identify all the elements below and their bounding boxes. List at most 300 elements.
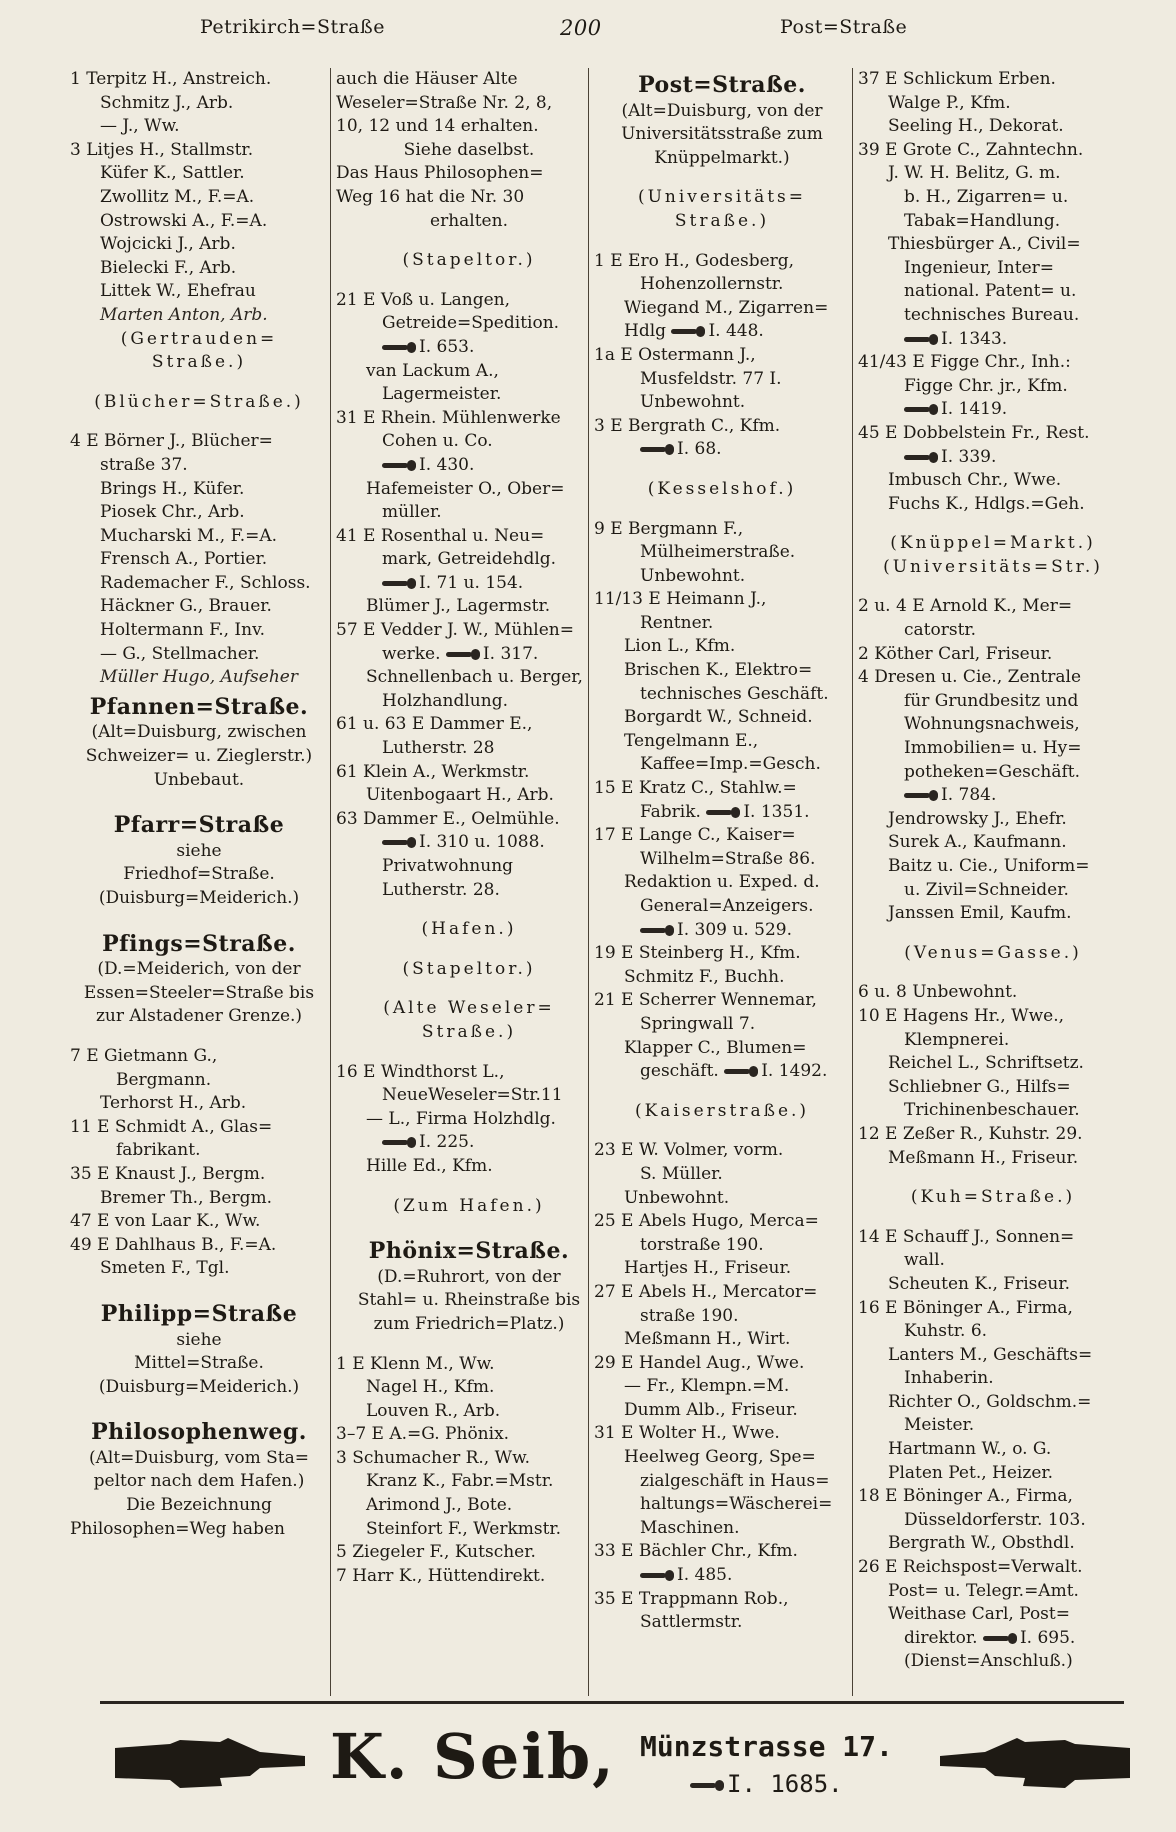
directory-entry: für Grundbesitz und [904, 690, 1079, 711]
directory-entry: Heelweg Georg, Spe= [624, 1447, 816, 1468]
directory-entry: Kranz K., Fabr.=Mstr. [366, 1471, 554, 1492]
directory-entry: (Duisburg=Meiderich.) [98, 1376, 300, 1397]
directory-entry: peltor nach dem Hafen.) [93, 1471, 305, 1492]
directory-entry: 29 E Handel Aug., Wwe. [594, 1352, 805, 1373]
directory-entry: fabrikant. [116, 1140, 201, 1161]
spacer [594, 234, 850, 250]
directory-entry: Rademacher F., Schloss. [100, 572, 311, 593]
directory-entry: 23 E W. Volmer, vorm. [594, 1140, 784, 1161]
directory-entry: Küfer K., Sattler. [100, 163, 245, 184]
directory-entry: 7 Harr K., Hüttendirekt. [336, 1565, 546, 1586]
directory-entry: b. H., Zigarren= u. [904, 186, 1069, 207]
directory-entry: Lion L., Kfm. [624, 636, 736, 657]
directory-entry: Brings H., Küfer. [100, 478, 245, 499]
directory-entry: 3 E Bergrath C., Kfm. [594, 415, 781, 436]
spacer [336, 1218, 602, 1234]
advertisement-footer [100, 1712, 1124, 1812]
column-4 [858, 68, 1128, 1698]
directory-entry: Wojcicki J., Arb. [100, 234, 236, 255]
directory-entry: (D.=Ruhrort, von der [377, 1266, 561, 1287]
spacer [336, 233, 602, 249]
telephone-icon [706, 807, 740, 818]
directory-entry: Inhaberin. [904, 1368, 994, 1389]
telephone-icon [904, 404, 938, 415]
directory-entry: Brischen K., Elektro= [624, 660, 813, 681]
directory-entry: — L., Firma Holzhdlg. [366, 1108, 556, 1129]
directory-entry: 5 Ziegeler F., Kutscher. [336, 1542, 536, 1563]
column-divider [852, 68, 853, 1696]
directory-entry: Springwall 7. [640, 1013, 756, 1034]
advertiser-address: Münzstrasse 17. [640, 1730, 893, 1763]
directory-entry: Musfeldstr. 77 I. [640, 368, 782, 389]
directory-entry: Piosek Chr., Arb. [100, 502, 245, 523]
directory-entry: 61 u. 63 E Dammer E., [336, 714, 533, 735]
directory-entry: 25 E Abels Hugo, Merca= [594, 1211, 819, 1232]
directory-entry: I. 310 u. 1088. [336, 831, 602, 855]
footer-rule [100, 1701, 1124, 1704]
directory-entry: Kaffee=Imp.=Gesch. [640, 754, 821, 775]
cross-street-label: (Kuh=Straße.) [910, 1187, 1076, 1208]
directory-entry: (Duisburg=Meiderich.) [98, 888, 300, 908]
directory-entry: 1 E Ero H., Godesberg, [594, 250, 795, 271]
directory-entry: Blümer J., Lagermstr. [366, 596, 551, 617]
spacer [336, 1179, 602, 1195]
directory-entry: I. 71 u. 154. [336, 572, 602, 596]
directory-entry: Meßmann H., Friseur. [888, 1147, 1079, 1168]
telephone-icon [671, 326, 705, 337]
directory-entry: Janssen Emil, Kaufm. [888, 903, 1072, 924]
directory-entry: potheken=Geschäft. [904, 761, 1081, 782]
directory-entry: Meister. [904, 1415, 975, 1436]
directory-entry: Maschinen. [640, 1517, 740, 1538]
directory-entry: (Dienst=Anschluß.) [904, 1651, 1073, 1672]
directory-entry: zialgeschäft in Haus= [640, 1470, 830, 1491]
directory-entry: Philosophen=Weg haben [70, 1518, 285, 1539]
directory-entry: Siehe daselbst. [403, 139, 535, 160]
directory-entry: I. 784. [858, 784, 1128, 808]
spacer [336, 942, 602, 958]
directory-entry: General=Anzeigers. [640, 896, 814, 916]
directory-entry: Fuchs K., Hdlgs.=Geh. [888, 493, 1085, 514]
directory-entry: Cohen u. Co. [382, 431, 493, 452]
directory-entry: Borgardt W., Schneid. [624, 707, 813, 728]
spacer [336, 1337, 602, 1353]
directory-entry: 41/43 E Figge Chr., Inh.: [858, 352, 1071, 373]
telephone-icon [382, 342, 416, 353]
directory-entry: Hartjes H., Friseur. [624, 1258, 792, 1279]
directory-entry: van Lackum A., [366, 360, 499, 381]
advertiser-phone-number: I. 1685. [727, 1770, 843, 1798]
street-heading: Philosophenweg. [91, 1419, 307, 1446]
directory-entry: 41 E Rosenthal u. Neu= [336, 525, 545, 546]
directory-entry: Klapper C., Blumen= [624, 1037, 807, 1058]
directory-entry: Häckner G., Brauer. [100, 596, 272, 617]
telephone-icon [446, 649, 480, 660]
directory-entry: Mucharski M., F.=A. [100, 525, 278, 546]
directory-entry: Richter O., Goldschm.= [888, 1391, 1092, 1412]
advertiser-name: K. Seib, [330, 1720, 616, 1793]
directory-entry: Schmitz F., Buchh. [624, 966, 785, 987]
directory-entry: straße 37. [100, 454, 188, 475]
directory-entry: 2 u. 4 E Arnold K., Mer= [858, 596, 1073, 617]
directory-entry: Bergrath W., Obsthdl. [888, 1533, 1075, 1554]
directory-entry: Unbewohnt. [640, 392, 746, 413]
directory-entry: (Alt=Duisburg, vom Sta= [88, 1447, 310, 1468]
directory-entry: auch die Häuser Alte [336, 69, 518, 89]
directory-entry: 4 Dresen u. Cie., Zentrale [858, 667, 1082, 688]
cross-street-label: (Universitäts=Str.) [883, 556, 1103, 577]
directory-entry: 6 u. 8 Unbewohnt. [858, 982, 1018, 1003]
street-heading: Pfarr=Straße [113, 812, 285, 839]
cross-street-label: (Hafen.) [421, 919, 517, 940]
directory-entry: Immobilien= u. Hy= [904, 738, 1082, 759]
directory-entry: 26 E Reichspost=Verwalt. [858, 1557, 1083, 1578]
spacer [70, 1029, 328, 1045]
directory-entry: Dumm Alb., Friseur. [624, 1399, 798, 1420]
cross-street-label: (Kaiserstraße.) [634, 1100, 810, 1121]
directory-entry: 2 Köther Carl, Friseur. [858, 643, 1053, 664]
directory-entry: 39 E Grote C., Zahntechn. [858, 139, 1084, 160]
directory-entry: siehe [176, 840, 222, 861]
directory-entry: 17 E Lange C., Kaiser= [594, 825, 796, 846]
cross-street-label: (Stapeltor.) [402, 250, 536, 271]
directory-entry: erhalten. [430, 210, 508, 231]
directory-entry: 16 E Windthorst L., [336, 1061, 505, 1082]
directory-entry: Platen Pet., Heizer. [888, 1462, 1054, 1483]
directory-entry: 18 E Böninger A., Firma, [858, 1486, 1073, 1507]
directory-entry: Stahl= u. Rheinstraße bis [357, 1290, 581, 1311]
directory-entry: siehe [176, 1329, 222, 1350]
cross-street-label: (Zum Hafen.) [393, 1195, 545, 1216]
directory-entry: Essen=Steeler=Straße bis [83, 982, 315, 1003]
cross-street-label: (Gertrauden= [120, 328, 278, 349]
directory-entry: Seeling H., Dekorat. [888, 116, 1064, 137]
directory-entry: S. Müller. [640, 1163, 723, 1184]
directory-entry: Imbusch Chr., Wwe. [888, 470, 1062, 491]
telephone-icon [983, 1633, 1017, 1644]
spacer [336, 273, 602, 289]
column-2 [336, 68, 602, 1698]
directory-entry: Weseler=Straße Nr. 2, 8, [336, 92, 553, 113]
cross-street-label: (Stapeltor.) [402, 958, 536, 979]
directory-entry: Uitenbogaart H., Arb. [366, 785, 554, 806]
directory-entry: Unbebaut. [153, 769, 245, 790]
spacer [594, 170, 850, 186]
directory-entry: Mittel=Straße. [134, 1353, 264, 1374]
directory-entry: Lagermeister. [382, 384, 502, 405]
directory-entry: Schliebner G., Hilfs= [888, 1076, 1071, 1097]
directory-entry: Littek W., Ehefrau [100, 281, 256, 302]
directory-entry: — Fr., Klempn.=M. [624, 1376, 790, 1397]
directory-entry: Scheuten K., Friseur. [888, 1273, 1071, 1294]
directory-entry: müller. [382, 502, 442, 523]
directory-entry: Arimond J., Bote. [366, 1495, 513, 1516]
cross-street-label: Straße.) [674, 210, 770, 231]
directory-entry: 21 E Voß u. Langen, [336, 289, 510, 310]
directory-entry: Unbewohnt. [640, 565, 746, 586]
directory-entry: 15 E Kratz C., Stahlw.= [594, 778, 797, 799]
directory-entry: mark, Getreidehdlg. [382, 549, 557, 570]
header-right-street: Post=Straße [780, 16, 908, 38]
directory-entry: Holtermann F., Inv. [100, 620, 266, 641]
street-heading: Philipp=Straße [100, 1300, 298, 1327]
directory-entry: 35 E Trappmann Rob., [594, 1588, 789, 1609]
directory-entry: Hartmann W., o. G. [888, 1439, 1052, 1460]
directory-entry: I. 1419. [858, 398, 1128, 422]
spacer [858, 1170, 1128, 1186]
directory-entry: Figge Chr. jr., Kfm. [904, 375, 1068, 396]
directory-entry: Marten Anton, Arb. [100, 304, 268, 325]
directory-entry: — G., Stellmacher. [100, 643, 260, 664]
directory-entry: 16 E Böninger A., Firma, [858, 1297, 1073, 1318]
spacer [858, 579, 1128, 595]
cross-street-label: (Knüppel=Markt.) [890, 533, 1096, 554]
directory-entry: Getreide=Spedition. [382, 313, 560, 334]
street-heading: Post=Straße. [638, 72, 806, 98]
column-1 [70, 68, 328, 1698]
directory-entry: Müller Hugo, Aufseher [100, 667, 298, 688]
telephone-icon [640, 925, 674, 936]
directory-entry: 49 E Dahlhaus B., F.=A. [70, 1234, 277, 1255]
spacer [70, 911, 328, 927]
directory-entry: (Alt=Duisburg, von der [621, 100, 823, 121]
telephone-icon [640, 444, 674, 455]
directory-entry: 31 E Wolter H., Wwe. [594, 1423, 780, 1444]
directory-entry: Terhorst H., Arb. [100, 1093, 247, 1114]
directory-entry: 3 Litjes H., Stallmstr. [70, 139, 254, 160]
telephone-icon [382, 460, 416, 471]
spacer [858, 965, 1128, 981]
directory-entry: technisches Bureau. [904, 304, 1080, 325]
directory-entry: — J., Ww. [100, 116, 180, 137]
directory-entry: Tabak=Handlung. [904, 210, 1061, 231]
street-heading: Pfings=Straße. [102, 930, 296, 957]
directory-entry: Frensch A., Portier. [100, 549, 268, 570]
directory-entry: Louven R., Arb. [366, 1400, 501, 1421]
telephone-icon [904, 790, 938, 801]
directory-entry: haltungs=Wäscherei= [640, 1494, 833, 1515]
directory-entry: 3–7 E A.=G. Phönix. [336, 1424, 510, 1445]
directory-entry: Privatwohnung [382, 856, 514, 876]
directory-entry: 33 E Bächler Chr., Kfm. [594, 1541, 798, 1562]
spacer [594, 502, 850, 518]
directory-entry: (Alt=Duisburg, zwischen [91, 722, 307, 743]
directory-entry: Steinfort F., Werkmstr. [366, 1518, 562, 1539]
telephone-icon [724, 1066, 758, 1077]
directory-entry: 31 E Rhein. Mühlenwerke [336, 407, 561, 428]
directory-entry: 19 E Steinberg H., Kfm. [594, 943, 801, 964]
directory-entry: 27 E Abels H., Mercator= [594, 1281, 818, 1302]
column-divider [330, 68, 331, 1696]
directory-entry: Meßmann H., Wirt. [624, 1329, 791, 1350]
directory-entry: Fabrik. I. 1351. [640, 801, 810, 822]
spacer [858, 926, 1128, 942]
directory-entry: technisches Geschäft. [640, 683, 829, 704]
directory-entry: I. 1343. [858, 328, 1128, 352]
directory-entry: NeueWeseler=Str.11 [382, 1085, 563, 1106]
directory-entry: 9 E Bergmann F., [594, 518, 744, 539]
directory-entry: Wiegand M., Zigarren= [624, 297, 829, 318]
directory-entry: Sattlermstr. [640, 1612, 743, 1633]
directory-entry: 21 E Scherrer Wennemar, [594, 990, 817, 1011]
directory-entry: Hafemeister O., Ober= [366, 478, 565, 499]
directory-entry: catorstr. [904, 620, 977, 641]
directory-entry: I. 225. [336, 1131, 602, 1155]
spacer [858, 1210, 1128, 1226]
cross-street-label: (Blücher=Straße.) [94, 391, 304, 412]
directory-entry: Schnellenbach u. Berger, [366, 667, 583, 688]
directory-entry: 4 E Börner J., Blücher= [70, 431, 273, 452]
directory-entry: Das Haus Philosophen= [336, 163, 544, 184]
directory-entry: Klempnerei. [904, 1029, 1010, 1050]
spacer [594, 1123, 850, 1139]
directory-entry: zum Friedrich=Platz.) [373, 1313, 565, 1334]
telephone-icon [382, 837, 416, 848]
directory-entry: I. 653. [336, 336, 602, 360]
directory-entry: Unbewohnt. [624, 1187, 730, 1208]
directory-entry: I. 339. [858, 446, 1128, 470]
directory-entry: Die Bezeichnung [126, 1495, 272, 1516]
directory-entry: Lutherstr. 28. [382, 879, 500, 900]
directory-entry: 63 Dammer E., Oelmühle. [336, 808, 560, 829]
advertiser-phone [690, 1770, 843, 1798]
directory-entry: Weg 16 hat die Nr. 30 [336, 186, 525, 207]
directory-entry: Mülheimerstraße. [640, 542, 796, 563]
telephone-icon [904, 452, 938, 463]
telephone-icon [904, 334, 938, 345]
directory-entry: Hille Ed., Kfm. [366, 1155, 493, 1176]
header-left-street: Petrikirch=Straße [200, 16, 385, 38]
directory-entry: 45 E Dobbelstein Fr., Rest. [858, 422, 1090, 443]
directory-entry: Baitz u. Cie., Uniform= [888, 856, 1090, 876]
directory-entry: Thiesbürger A., Civil= [888, 234, 1081, 255]
directory-entry: (D.=Meiderich, von der [97, 959, 301, 980]
directory-entry: Bergmann. [116, 1069, 212, 1090]
directory-entry: torstraße 190. [640, 1234, 764, 1255]
directory-entry: 61 Klein A., Werkmstr. [336, 761, 530, 782]
directory-entry: geschäft. I. 1492. [640, 1061, 828, 1082]
directory-entry: Nagel H., Kfm. [366, 1377, 495, 1398]
directory-entry: 12 E Zeßer R., Kuhstr. 29. [858, 1123, 1083, 1144]
telephone-icon [690, 1780, 724, 1791]
directory-entry: 10, 12 und 14 erhalten. [336, 116, 539, 137]
directory-entry: Ingenieur, Inter= [904, 257, 1054, 278]
directory-entry: 47 E von Laar K., Ww. [70, 1211, 261, 1232]
spacer [70, 414, 328, 430]
directory-entry: 10 E Hagens Hr., Wwe., [858, 1005, 1065, 1026]
spacer [336, 902, 602, 918]
directory-entry: 35 E Knaust J., Bergm. [70, 1163, 266, 1184]
directory-entry: 1 Terpitz H., Anstreich. [70, 69, 272, 89]
directory-entry: Hohenzollernstr. [640, 274, 784, 295]
spacer [594, 462, 850, 478]
directory-entry: Knüppelmarkt.) [654, 147, 790, 168]
cross-street-label: (Alte Weseler= [383, 998, 555, 1019]
directory-entry: Friedhof=Straße. [123, 864, 275, 885]
directory-entry: I. 309 u. 529. [594, 919, 850, 943]
directory-entry: 1 E Klenn M., Ww. [336, 1353, 495, 1374]
spacer [70, 1399, 328, 1415]
directory-entry: Lutherstr. 28 [382, 738, 495, 759]
page-number: 200 [560, 16, 602, 40]
directory-entry: Düsseldorferstr. 103. [904, 1509, 1086, 1530]
directory-entry: Tengelmann E., [624, 730, 759, 751]
spacer [858, 516, 1128, 532]
column-3 [594, 68, 850, 1698]
directory-entry: Bremer Th., Bergm. [100, 1187, 272, 1208]
directory-entry: Weithase Carl, Post= [888, 1604, 1070, 1625]
pointing-hand-right-icon [110, 1734, 310, 1792]
directory-entry: Walge P., Kfm. [888, 92, 1011, 113]
street-heading: Pfannen=Straße. [89, 693, 309, 720]
cross-street-label: Straße.) [151, 352, 247, 373]
directory-entry: Bielecki F., Arb. [100, 257, 237, 278]
directory-entry: Surek A., Kaufmann. [888, 832, 1067, 853]
directory-entry: 14 E Schauff J., Sonnen= [858, 1226, 1075, 1247]
spacer [70, 1281, 328, 1297]
directory-entry: Redaktion u. Exped. d. [624, 872, 820, 893]
directory-entry: Ostrowski A., F.=A. [100, 210, 268, 231]
telephone-icon [382, 578, 416, 589]
telephone-icon [382, 1137, 416, 1148]
directory-entry: 57 E Vedder J. W., Mühlen= [336, 620, 574, 641]
telephone-icon [640, 1570, 674, 1581]
directory-entry: I. 485. [594, 1564, 850, 1588]
cross-street-label: (Kesselshof.) [647, 478, 797, 499]
pointing-hand-left-icon [935, 1734, 1135, 1792]
directory-entry: Universitätsstraße zum [621, 124, 823, 145]
spacer [594, 1084, 850, 1100]
directory-entry: 11 E Schmidt A., Glas= [70, 1116, 273, 1137]
directory-entry: national. Patent= u. [904, 281, 1077, 302]
directory-entry: Reichel L., Schriftsetz. [888, 1053, 1084, 1074]
directory-entry: straße 190. [640, 1305, 739, 1326]
directory-entry: wall. [904, 1250, 945, 1271]
directory-entry: Wilhelm=Straße 86. [640, 848, 816, 869]
directory-entry: direktor. I. 695. [904, 1627, 1076, 1648]
spacer [336, 1045, 602, 1061]
directory-entry: Zwollitz M., F.=A. [100, 186, 255, 207]
directory-entry: Holzhandlung. [382, 690, 508, 711]
cross-street-label: (Universitäts= [637, 187, 807, 208]
directory-entry: Trichinenbeschauer. [904, 1100, 1080, 1121]
directory-entry: I. 430. [336, 454, 602, 478]
directory-entry: zur Alstadener Grenze.) [95, 1006, 303, 1027]
directory-entry: Wohnungsnachweis, [904, 714, 1080, 735]
directory-entry: Kuhstr. 6. [904, 1321, 988, 1342]
directory-entry: 37 E Schlickum Erben. [858, 69, 1056, 89]
street-heading: Phönix=Straße. [368, 1238, 570, 1265]
directory-entry: Schmitz J., Arb. [100, 92, 234, 113]
spacer [336, 981, 602, 997]
directory-entry: werke. I. 317. [382, 643, 539, 664]
directory-entry: Post= u. Telegr.=Amt. [888, 1580, 1079, 1601]
directory-entry: J. W. H. Belitz, G. m. [888, 163, 1061, 184]
spacer [70, 375, 328, 391]
directory-entry: 1a E Ostermann J., [594, 344, 756, 365]
directory-entry: Schweizer= u. Zieglerstr.) [85, 746, 313, 767]
directory-entry: Rentner. [640, 612, 714, 633]
cross-street-label: (Venus=Gasse.) [904, 942, 1082, 963]
directory-entry: Smeten F., Tgl. [100, 1258, 230, 1279]
directory-entry: Lanters M., Geschäfts= [888, 1344, 1093, 1365]
directory-entry: Hdlg I. 448. [624, 321, 764, 342]
cross-street-label: Straße.) [421, 1021, 517, 1042]
directory-entry: 7 E Gietmann G., [70, 1045, 218, 1066]
directory-entry: I. 68. [594, 438, 850, 462]
spacer [70, 792, 328, 808]
directory-entry: 3 Schumacher R., Ww. [336, 1447, 531, 1468]
